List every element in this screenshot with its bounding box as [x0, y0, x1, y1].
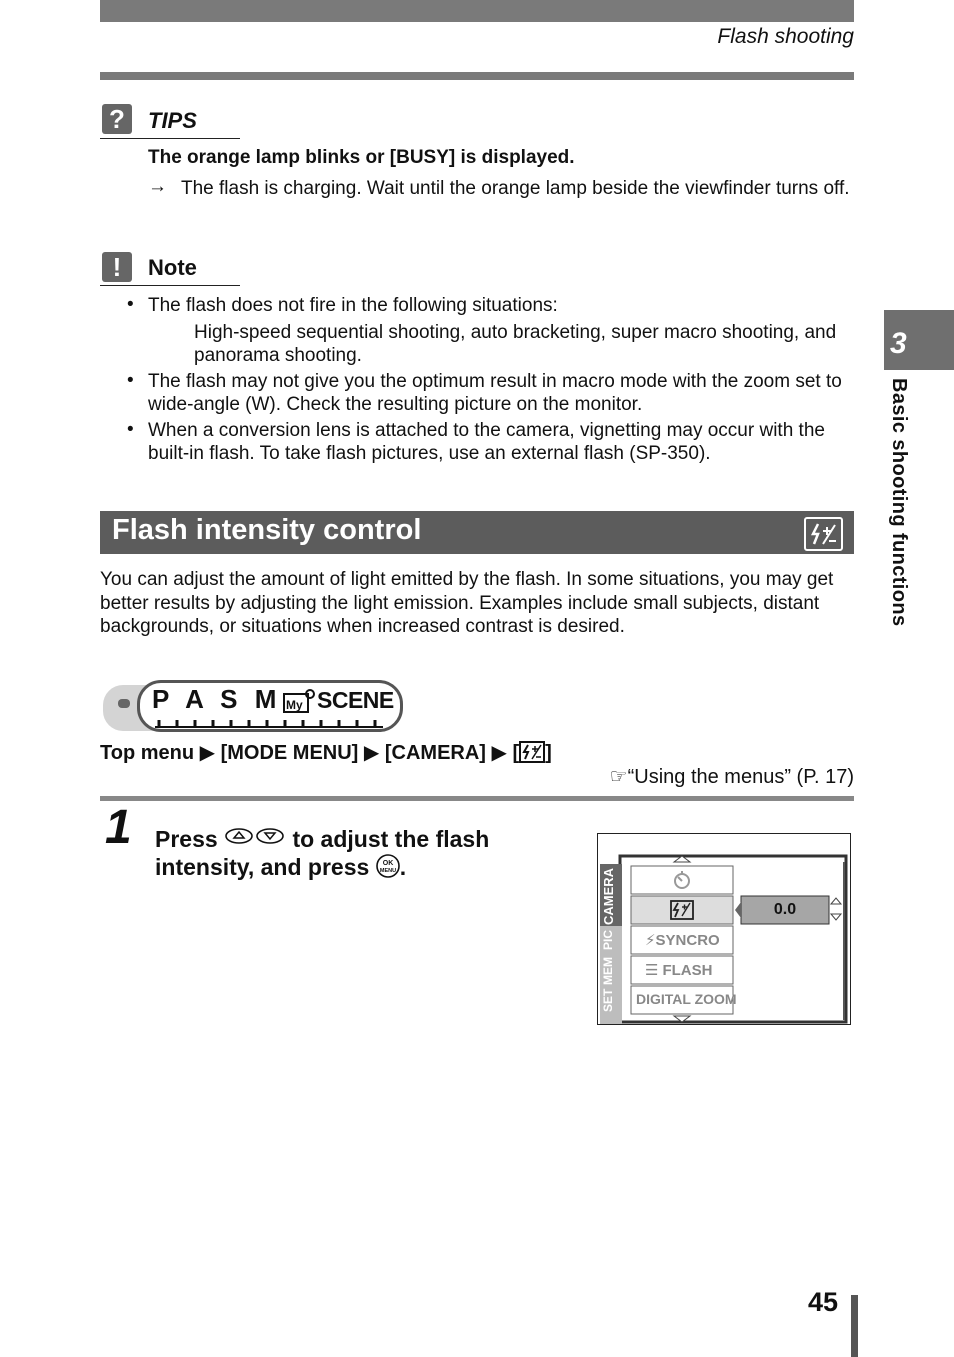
screen-item-digital-zoom: DIGITAL ZOOM	[636, 991, 737, 1007]
triangle-right-icon: ▶	[363, 742, 380, 764]
mode-letters: P A S M	[152, 684, 282, 714]
svg-text:MENU: MENU	[379, 868, 396, 874]
question-icon: ?	[102, 104, 132, 134]
step-press: Press	[155, 826, 218, 852]
step-instruction	[155, 823, 555, 884]
screen-tab-pic: PIC	[601, 930, 615, 951]
header-rule	[100, 72, 854, 80]
note-item: The flash may not give you the optimum result in macro mode with the zoom set to wide-angle (W). Check the resulting picture on the monitor.	[148, 371, 842, 415]
self-timer-icon	[672, 870, 692, 895]
tips-label: TIPS	[148, 108, 197, 133]
pointing-hand-icon: ☞	[609, 766, 628, 788]
flash-icon: ⚡	[645, 932, 656, 949]
camera-menu-screen	[597, 833, 851, 1025]
menu-path-top: Top menu	[100, 742, 195, 764]
intro-paragraph: You can adjust the amount of light emitted by the flash. In some situations, you may get better results by adjusting the light emission. Examples include small subjects, distant backgrounds, or situations when increased contrast is desired.	[100, 569, 834, 637]
mode-ruler	[155, 715, 383, 723]
bullet-icon: •	[127, 294, 134, 315]
flash-intensity-icon	[519, 741, 545, 769]
note-rule	[100, 285, 240, 286]
reference-text: “Using the menus” (P. 17)	[627, 766, 854, 788]
menu-path-mode-menu: [MODE MENU]	[220, 742, 359, 764]
ok-menu-button-icon	[376, 854, 400, 884]
menu-path-open: [	[512, 742, 520, 764]
arrow-pad-icon	[224, 823, 286, 851]
flash-intensity-icon	[804, 517, 843, 551]
page-reference	[610, 764, 854, 789]
screen-item-flash	[645, 961, 712, 979]
screen-tab-camera: CAMERA	[601, 867, 616, 925]
triangle-right-icon: ▶	[199, 742, 216, 764]
page-bar	[851, 1295, 858, 1357]
flash-intensity-icon	[670, 900, 694, 925]
scene-label: SCENE	[317, 687, 394, 713]
note-subtext: High-speed sequential shooting, auto bracketing, super macro shooting, and panorama shooting.	[194, 322, 837, 366]
step-rule	[100, 796, 854, 801]
screen-tab-set: SET	[601, 988, 615, 1012]
header-title: Flash shooting	[717, 25, 854, 48]
section-title: Flash intensity control	[112, 514, 422, 546]
step-end: .	[399, 854, 407, 880]
tips-rule	[100, 138, 240, 139]
screen-value: 0.0	[773, 901, 797, 918]
triangle-right-icon: ▶	[491, 742, 507, 764]
svg-text:OK: OK	[382, 860, 393, 867]
screen-tab-mem: MEM	[601, 957, 615, 985]
arrow-icon: →	[148, 176, 167, 197]
note-item: The flash does not fire in the following situations:	[148, 295, 558, 316]
note-item: When a conversion lens is attached to the camera, vignetting may occur with the built-in flash. To take flash pictures, use an external flash (SP-350).	[148, 420, 825, 464]
page-number: 45	[808, 1287, 839, 1317]
step-mid: to adjust the flash intensity, and press	[155, 826, 490, 880]
tips-text: The flash is charging. Wait until the orange lamp beside the viewfinder turns off.	[181, 178, 850, 199]
screen-item-syncro	[645, 931, 720, 949]
note-label: Note	[148, 255, 197, 280]
syncro-label: SYNCRO	[655, 932, 720, 949]
chapter-number: 3	[890, 327, 907, 360]
chapter-label: Basic shooting functions	[888, 378, 910, 627]
menu-path	[100, 740, 552, 769]
svg-text:My: My	[286, 698, 303, 712]
bullet-icon: •	[127, 419, 134, 440]
exclamation-icon: !	[102, 252, 132, 282]
flash-label: FLASH	[662, 962, 713, 979]
bullet-icon: •	[127, 370, 134, 391]
tips-title: The orange lamp blinks or [BUSY] is displayed.	[148, 147, 575, 168]
menu-path-camera: [CAMERA]	[384, 742, 486, 764]
mode-dot	[118, 699, 130, 708]
header-bar	[100, 0, 854, 22]
menu-path-close: ]	[545, 742, 552, 764]
step-number: 1	[105, 801, 132, 854]
external-flash-icon: ☰	[645, 962, 659, 979]
